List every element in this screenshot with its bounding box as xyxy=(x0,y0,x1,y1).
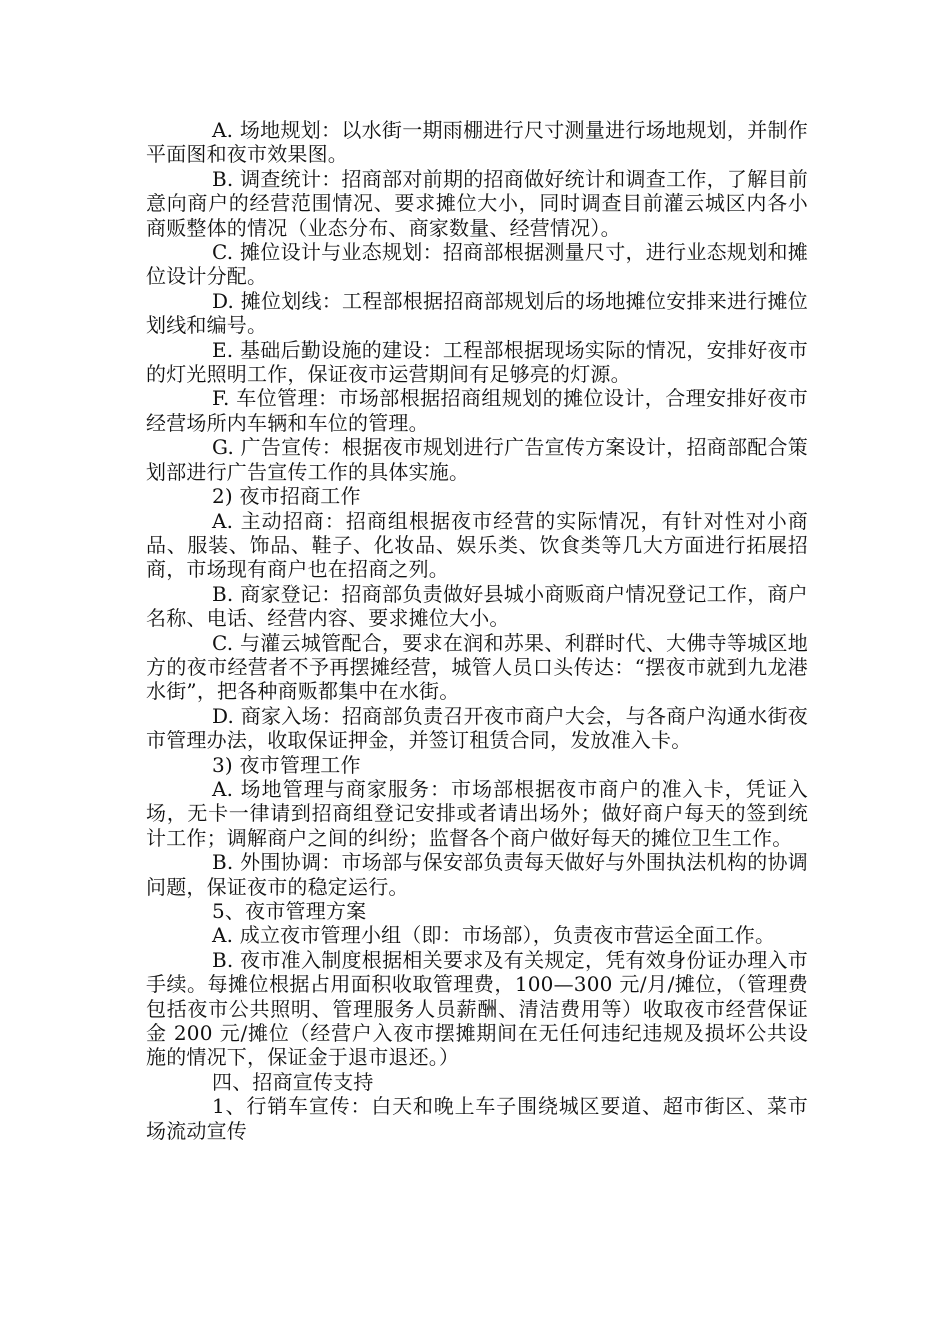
paragraph-external-coordination: B. 外围协调：市场部与保安部负责每天做好与外围执法机构的协调问题，保证夜市的稳定运行。 xyxy=(146,850,808,899)
paragraph-facilities: E. 基础后勤设施的建设：工程部根据现场实际的情况，安排好夜市的灯光照明工作，保证夜市运营期间有足够亮的灯源。 xyxy=(146,337,808,387)
paragraph-advertising: G. 广告宣传：根据夜市规划进行广告宣传方案设计，招商部配合策划部进行广告宣传工作的具体实施。 xyxy=(146,435,808,484)
document-body xyxy=(146,118,808,1143)
paragraph-access-system: B. 夜市准入制度根据相关要求及有关规定，凭有效身份证办理入市手续。每摊位根据占用面积收取管理费，100—300 元/月/摊位，（管理费包括夜市公共照明、管理服务人员薪酬、清洁费用等）收取夜市经营保证金 200 元/摊位（经营户入夜市摆摊期间在无任何违纪违规及损坏公共设施的情况下，保证金于退市退还。） xyxy=(146,947,808,1070)
paragraph-vehicle-promotion: 1、行销车宣传：白天和晚上车子围绕城区要道、超市街区、菜市场流动宣传 xyxy=(146,1094,808,1143)
paragraph-city-management: C. 与灌云城管配合，要求在润和苏果、利群时代、大佛寺等城区地方的夜市经营者不予再摆摊经营，城管人员口头传达：“摆夜市就到九龙港水街”，把各种商贩都集中在水街。 xyxy=(146,630,808,704)
paragraph-merchant-registration: B. 商家登记：招商部负责做好县城小商贩商户情况登记工作，商户名称、电话、经营内容、要求摊位大小。 xyxy=(146,581,808,631)
paragraph-stall-marking: D. 摊位划线：工程部根据招商部规划后的场地摊位安排来进行摊位划线和编号。 xyxy=(146,288,808,338)
paragraph-management-group: A. 成立夜市管理小组（即：市场部），负责夜市营运全面工作。 xyxy=(212,923,776,948)
paragraph-merchant-entry: D. 商家入场：招商部负责召开夜市商户大会，与各商户沟通水街夜市管理办法，收取保证押金，并签订租赁合同，发放准入卡。 xyxy=(146,703,808,753)
section-heading-management: 3) 夜市管理工作 xyxy=(212,752,361,777)
paragraph-stall-design: C. 摊位设计与业态规划：招商部根据测量尺寸，进行业态规划和摊位设计分配。 xyxy=(146,240,808,289)
section-heading-management-plan: 5、夜市管理方案 xyxy=(212,899,367,923)
paragraph-survey-statistics: B. 调查统计：招商部对前期的招商做好统计和调查工作，了解目前意向商户的经营范围情况、要求摊位大小，同时调查目前灌云城区内各小商贩整体的情况（业态分布、商家数量、经营情况）。 xyxy=(146,166,808,240)
section-heading-recruitment: 2) 夜市招商工作 xyxy=(212,484,361,509)
paragraph-parking: F. 车位管理：市场部根据招商组规划的摊位设计，合理安排好夜市经营场所内车辆和车位的管理。 xyxy=(146,386,808,435)
paragraph-active-recruitment: A. 主动招商：招商组根据夜市经营的实际情况，有针对性对小商品、服装、饰品、鞋子、化妆品、娱乐类、饮食类等几大方面进行拓展招商，市场现有商户也在招商之列。 xyxy=(146,508,808,582)
paragraph-site-planning: A. 场地规划：以水街一期雨棚进行尺寸测量进行场地规划，并制作平面图和夜市效果图。 xyxy=(146,118,808,167)
paragraph-site-management: A. 场地管理与商家服务：市场部根据夜市商户的准入卡，凭证入场，无卡一律请到招商组登记安排或者请出场外；做好商户每天的签到统计工作；调解商户之间的纠纷；监督各个商户做好每天的摊位卫生工作。 xyxy=(146,776,808,850)
section-heading-promotion: 四、招商宣传支持 xyxy=(212,1069,374,1094)
